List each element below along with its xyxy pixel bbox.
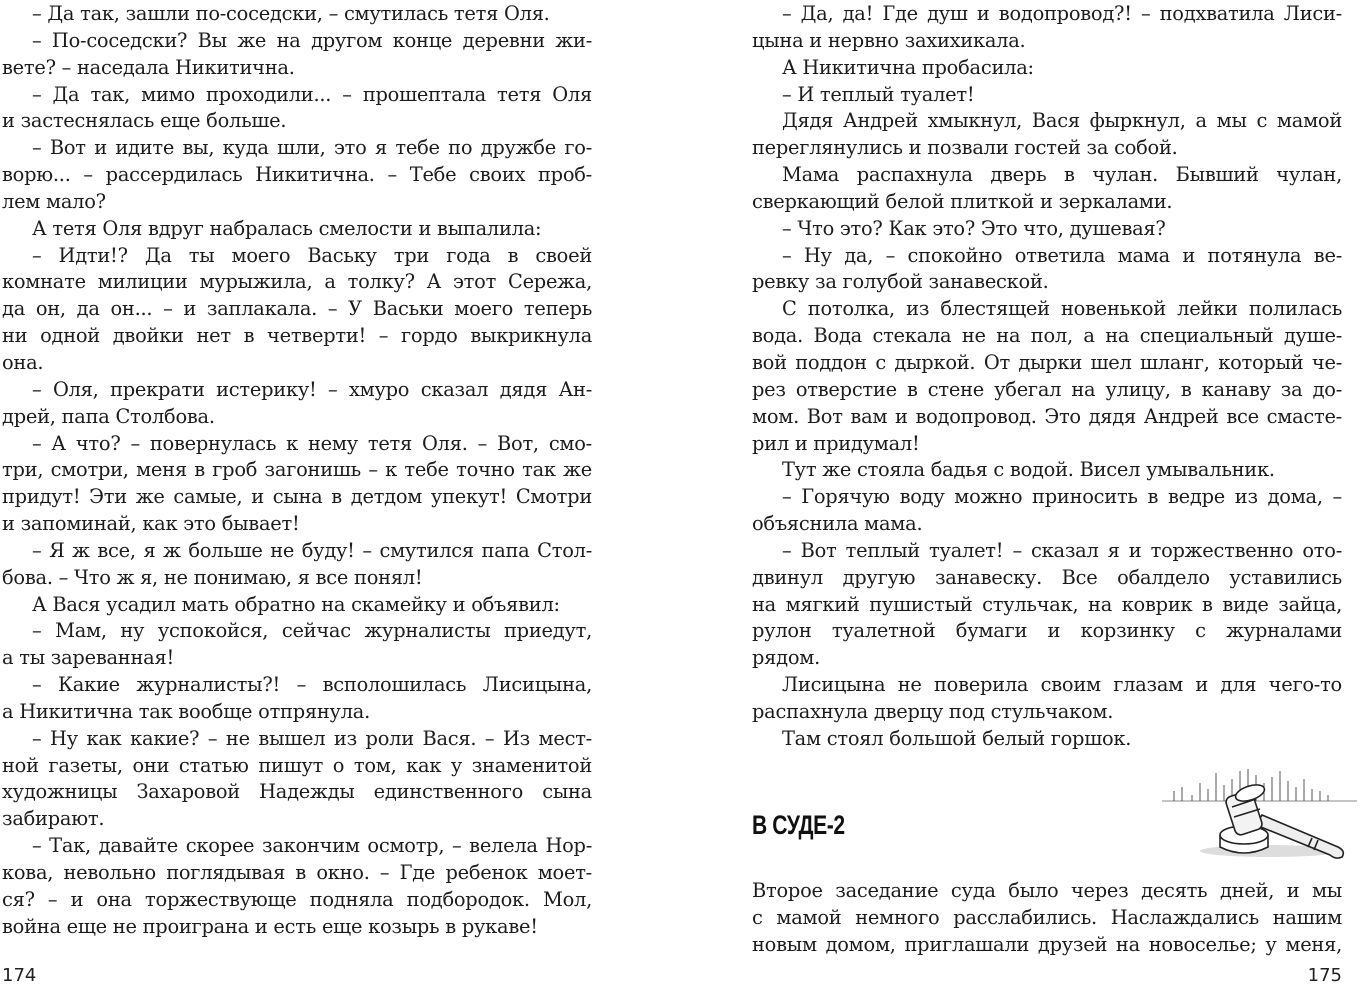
text-line: – Я ж все, я ж больше не буду! – смутился папа Стол- xyxy=(32,538,592,562)
text-line: рез отверстие в стене убегал на улицу, в канаву за до- xyxy=(752,377,1342,401)
text-line: рил и придумал! xyxy=(752,431,920,455)
text-line: три, смотри, меня в гроб загонишь – к тебе точно так же xyxy=(2,458,592,482)
page-number: 174 xyxy=(2,965,37,986)
text-line: – Какие журналисты?! – всполошилась Лисицына, xyxy=(32,673,592,697)
text-line: – А что? – повернулась к нему тетя Оля. – Вот, смо- xyxy=(32,431,592,455)
text-line: Мама распахнула дверь в чулан. Бывший чулан, xyxy=(782,163,1342,187)
text-line: – Оля, прекрати истерику! – хмуро сказал дядя Ан- xyxy=(32,377,592,401)
text-line: двинул другую занавеску. Все обалдело уставились xyxy=(752,565,1342,589)
right-page xyxy=(752,0,1342,987)
text-line: вой поддон с дыркой. От дырки шел шланг, который че- xyxy=(752,350,1342,374)
text-line: – Мам, ну успокойся, сейчас журналисты приедут, xyxy=(32,619,592,643)
text-line: А тетя Оля вдруг набралась смелости и выпалила: xyxy=(32,216,542,240)
text-line: ся? – и она торжествующе подняла подбородок. Мол, xyxy=(2,887,592,911)
text-line: переглянулись и позвали гостей за собой. xyxy=(752,136,1178,160)
text-line: придут! Эти же самые, и сына в детдом упекут! Смотри xyxy=(2,485,592,509)
text-line: она. xyxy=(2,350,44,374)
text-line: – Так, давайте скорее закончим осмотр, – велела Нор- xyxy=(32,834,592,858)
text-line: мом. Вот вам и водопровод. Это дядя Андрей все смасте- xyxy=(752,404,1342,428)
text-line: объяснила мама. xyxy=(752,512,923,536)
text-line: – Ну как какие? – не вышел из роли Вася. – Из мест- xyxy=(32,726,592,750)
text-line: вете? – наседала Никитична. xyxy=(2,55,295,79)
left-page-text xyxy=(2,1,592,941)
text-line: лем мало? xyxy=(2,189,106,213)
text-line: с мамой немного расслабились. Наслаждались нашим xyxy=(752,905,1342,929)
text-line: А Никитична пробасила: xyxy=(782,55,1034,79)
text-line: – Горячую воду можно приносить в ведре из дома, – xyxy=(782,485,1342,509)
text-line: ревку за голубой занавеской. xyxy=(752,270,1049,294)
left-page xyxy=(2,0,592,987)
text-line: – По-соседски? Вы же на другом конце деревни жи- xyxy=(32,28,592,52)
right-page-text xyxy=(752,1,1342,753)
text-line: – Идти!? Да ты моего Ваську три года в своей xyxy=(32,243,592,267)
text-line: Тут же стояла бадья с водой. Висел умывальник. xyxy=(782,458,1275,482)
text-line: а ты зареванная! xyxy=(2,646,174,670)
text-line: – Да так, мимо проходили... – прошептала тетя Оля xyxy=(32,82,592,106)
text-line: кова, невольно поглядывая в окно. – Где ребенок моет- xyxy=(2,861,592,884)
text-line: Там стоял большой белый горшок. xyxy=(782,726,1132,750)
text-line: – Да, да! Где душ и водопровод?! – подхватила Лиси- xyxy=(782,2,1342,25)
text-line: ни одной двойки нет в четверти! – гордо выкрикнула xyxy=(2,324,592,348)
gavel-icon xyxy=(1152,765,1362,865)
text-line: ной газеты, они статью пишут о том, как у знаменитой xyxy=(2,753,592,777)
text-line: А Вася усадил мать обратно на скамейку и объявил: xyxy=(32,592,560,616)
text-line: – Вот и идите вы, куда шли, это я тебе по дружбе го- xyxy=(32,136,592,160)
text-line: – Да так, зашли по-соседски, – смутилась тетя Оля. xyxy=(32,2,550,25)
text-line: дрей, папа Столбова. xyxy=(2,404,215,428)
page-number: 175 xyxy=(1307,965,1342,986)
text-line: Дядя Андрей хмыкнул, Вася фыркнул, а мы с мамой xyxy=(782,109,1342,133)
text-line: вода. Вода стекала не на пол, а на специальный душе- xyxy=(752,324,1342,348)
text-line: – Вот теплый туалет! – сказал я и торжественно ото- xyxy=(782,538,1342,562)
text-line: распахнула дверцу под стульчаком. xyxy=(752,699,1114,723)
text-line: да он, да он... – и заплакала. – У Васьки моего теперь xyxy=(2,297,592,321)
text-line: и застеснялась еще больше. xyxy=(2,109,287,133)
text-line: комнате милиции мурыжила, а толку? А этот Сережа, xyxy=(2,270,592,294)
chapter-text xyxy=(752,878,1342,959)
text-line: Лисицына не поверила своим глазам и для чего-то xyxy=(782,673,1342,697)
text-line: художницы Захаровой Надежды единственного сына xyxy=(2,780,592,804)
text-line: бова. – Что ж я, не понимаю, я все понял! xyxy=(2,565,423,589)
text-line: – Ну да, – спокойно ответила мама и потянула ве- xyxy=(782,243,1342,267)
chapter-title: В СУДЕ-2 xyxy=(752,810,845,840)
text-line: С потолка, из блестящей новенькой лейки полилась xyxy=(782,297,1342,321)
text-line: сверкающий белой плиткой и зеркалами. xyxy=(752,189,1173,213)
text-line: – И теплый туалет! xyxy=(782,82,975,106)
text-line: и запоминай, как это бывает! xyxy=(2,512,300,536)
text-line: Второе заседание суда было через десять дней, и мы xyxy=(752,879,1342,902)
text-line: ворю... – рассердилась Никитична. – Тебе своих проб- xyxy=(2,163,592,187)
text-line: – Что это? Как это? Это что, душевая? xyxy=(782,216,1166,240)
text-line: рулон туалетной бумаги и корзинку с журналами xyxy=(752,619,1342,643)
text-line: на мягкий пушистый стульчак, на коврик в виде зайца, xyxy=(752,592,1342,616)
text-line: новым домом, приглашали друзей на новоселье; у меня, xyxy=(752,932,1342,956)
text-line: война еще не проиграна и есть еще козырь в рукаве! xyxy=(2,914,538,938)
text-line: забирают. xyxy=(2,807,105,831)
text-line: цына и нервно захихикала. xyxy=(752,28,1026,52)
text-line: а Никитична так вообще отпрянула. xyxy=(2,699,370,723)
text-line: рядом. xyxy=(752,646,821,670)
